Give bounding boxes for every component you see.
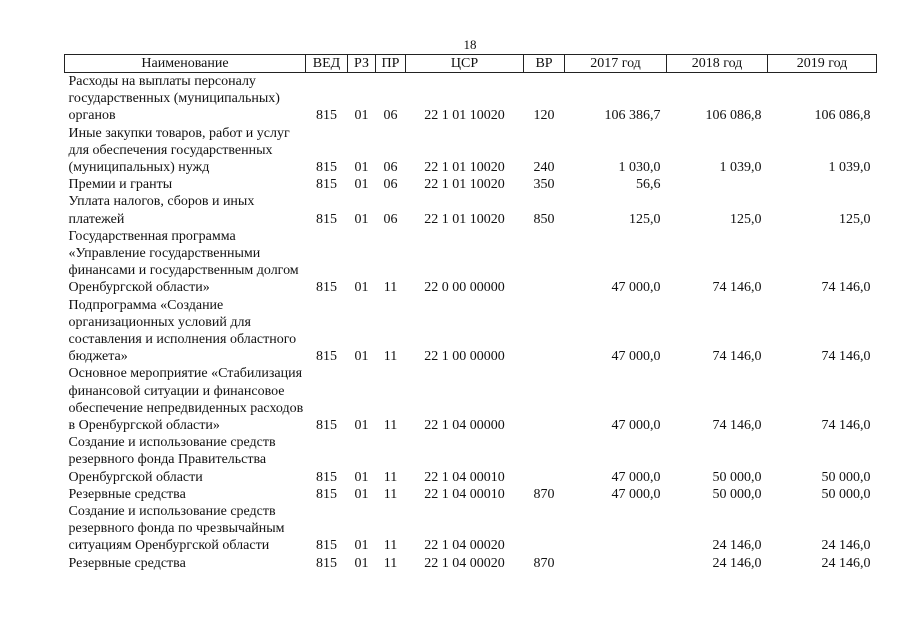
table-row [65,365,877,434]
row-name: Основное мероприятие «Стабилизация финансовой ситуации и финансовое обеспечение непредвиденных расходов в Оренбургской области» [68,366,304,434]
row-pr: 06 [383,177,398,193]
row-ved: 815 [316,160,337,176]
row-csr: 22 1 01 10020 [424,177,505,193]
row-ved: 815 [316,108,337,124]
header-pr: ПР [376,55,406,73]
row-amount-2017: 47 000,0 [611,280,661,296]
row-amount-2018: 24 146,0 [712,538,762,554]
row-csr: 22 1 04 00010 [424,469,505,485]
table-row [65,503,877,555]
row-ved: 815 [316,349,337,365]
row-csr: 22 1 01 10020 [424,211,505,227]
row-csr: 22 1 04 00020 [424,538,505,554]
row-amount-2018 [667,176,768,193]
row-amount-2018: 125,0 [730,211,762,227]
row-csr: 22 1 04 00010 [424,486,505,502]
row-amount-2017: 1 030,0 [618,160,661,176]
row-name: Создание и использование средств резервного фонда по чрезвычайным ситуациям Оренбургской области [68,504,285,554]
row-amount-2017: 106 386,7 [604,108,661,124]
row-ved: 815 [316,211,337,227]
row-rz: 01 [354,211,369,227]
row-vr: 870 [533,555,555,571]
row-amount-2018: 24 146,0 [712,555,762,571]
row-pr: 11 [383,349,398,365]
row-name: Уплата налогов, сборов и иных платежей [68,194,255,227]
row-amount-2017 [565,555,667,572]
row-ved: 815 [316,538,337,554]
row-amount-2018: 50 000,0 [712,486,762,502]
budget-table [64,54,877,572]
row-rz: 01 [354,160,369,176]
header-2019: 2019 год [768,55,877,73]
row-csr: 22 1 04 00000 [424,418,505,434]
table-row [65,297,877,366]
row-name: Расходы на выплаты персоналу государственных (муниципальных) органов [68,74,280,124]
header-name: Наименование [65,55,306,73]
row-vr [524,297,565,366]
header-vr: ВР [524,55,565,73]
row-name: Резервные средства [68,555,186,571]
row-amount-2018: 106 086,8 [705,108,762,124]
table-header [65,55,877,73]
row-amount-2019: 24 146,0 [821,555,871,571]
row-vr [524,434,565,486]
row-pr: 11 [383,486,398,502]
header-2017: 2017 год [565,55,667,73]
row-vr: 120 [533,108,555,124]
table-row [65,486,877,503]
row-amount-2018: 1 039,0 [719,160,762,176]
row-vr [524,503,565,555]
row-ved: 815 [316,418,337,434]
row-amount-2018: 74 146,0 [712,349,762,365]
row-amount-2017 [565,503,667,555]
row-name: Иные закупки товаров, работ и услуг для обеспечения государственных (муниципальных) нужд [68,125,290,176]
row-pr: 06 [383,211,398,227]
row-vr: 350 [533,177,555,193]
row-amount-2017: 47 000,0 [611,469,661,485]
row-vr: 240 [533,160,555,176]
row-amount-2017: 56,6 [636,177,661,193]
row-amount-2019: 50 000,0 [821,469,871,485]
row-vr [524,228,565,297]
row-csr: 22 1 01 10020 [424,160,505,176]
header-csr: ЦСР [406,55,524,73]
row-amount-2019: 1 039,0 [828,160,871,176]
row-amount-2017: 47 000,0 [611,418,661,434]
row-rz: 01 [354,108,369,124]
row-pr: 11 [383,280,398,296]
row-amount-2019: 74 146,0 [821,418,871,434]
row-vr [524,365,565,434]
row-csr: 22 1 01 10020 [424,108,505,124]
row-amount-2018: 74 146,0 [712,418,762,434]
row-rz: 01 [354,555,369,571]
row-vr: 850 [533,211,555,227]
row-rz: 01 [354,538,369,554]
page-number: 18 [463,37,477,52]
row-rz: 01 [354,349,369,365]
row-rz: 01 [354,486,369,502]
row-ved: 815 [316,486,337,502]
row-pr: 11 [383,555,398,571]
row-pr: 11 [383,469,398,485]
row-amount-2017: 47 000,0 [611,486,661,502]
row-amount-2019 [768,176,877,193]
table-row [65,555,877,572]
row-vr: 870 [533,486,555,502]
row-ved: 815 [316,177,337,193]
table-row [65,193,877,227]
table-row [65,434,877,486]
row-rz: 01 [354,418,369,434]
row-amount-2019: 74 146,0 [821,280,871,296]
row-amount-2017: 47 000,0 [611,349,661,365]
row-ved: 815 [316,469,337,485]
row-pr: 06 [383,108,398,124]
table-row [65,228,877,297]
row-ved: 815 [316,280,337,296]
row-csr: 22 1 00 00000 [424,349,505,365]
table-row [65,125,877,177]
row-pr: 06 [383,160,398,176]
header-rz: РЗ [348,55,376,73]
header-ved: ВЕД [306,55,348,73]
row-name: Государственная программа «Управление государственными финансами и государственным долгом Оренбургской области» [68,228,299,296]
row-name: Подпрограмма «Создание организационных условий для составления и исполнения областного бюджета» [68,297,297,365]
row-pr: 11 [383,418,398,434]
row-amount-2019: 24 146,0 [821,538,871,554]
row-name: Создание и использование средств резервного фонда Правительства Оренбургской области [68,435,276,485]
row-rz: 01 [354,177,369,193]
header-2018: 2018 год [667,55,768,73]
table-row [65,73,877,125]
table-body [65,73,877,572]
row-rz: 01 [354,469,369,485]
row-amount-2017: 125,0 [629,211,661,227]
row-ved: 815 [316,555,337,571]
row-amount-2019: 50 000,0 [821,486,871,502]
row-amount-2019: 74 146,0 [821,349,871,365]
row-amount-2018: 74 146,0 [712,280,762,296]
row-csr: 22 1 04 00020 [424,555,505,571]
row-name: Премии и гранты [68,177,173,193]
row-rz: 01 [354,280,369,296]
table-row [65,176,877,193]
row-pr: 11 [383,538,398,554]
row-amount-2019: 125,0 [839,211,871,227]
row-amount-2018: 50 000,0 [712,469,762,485]
row-amount-2019: 106 086,8 [814,108,871,124]
row-name: Резервные средства [68,486,186,502]
row-csr: 22 0 00 00000 [424,280,505,296]
